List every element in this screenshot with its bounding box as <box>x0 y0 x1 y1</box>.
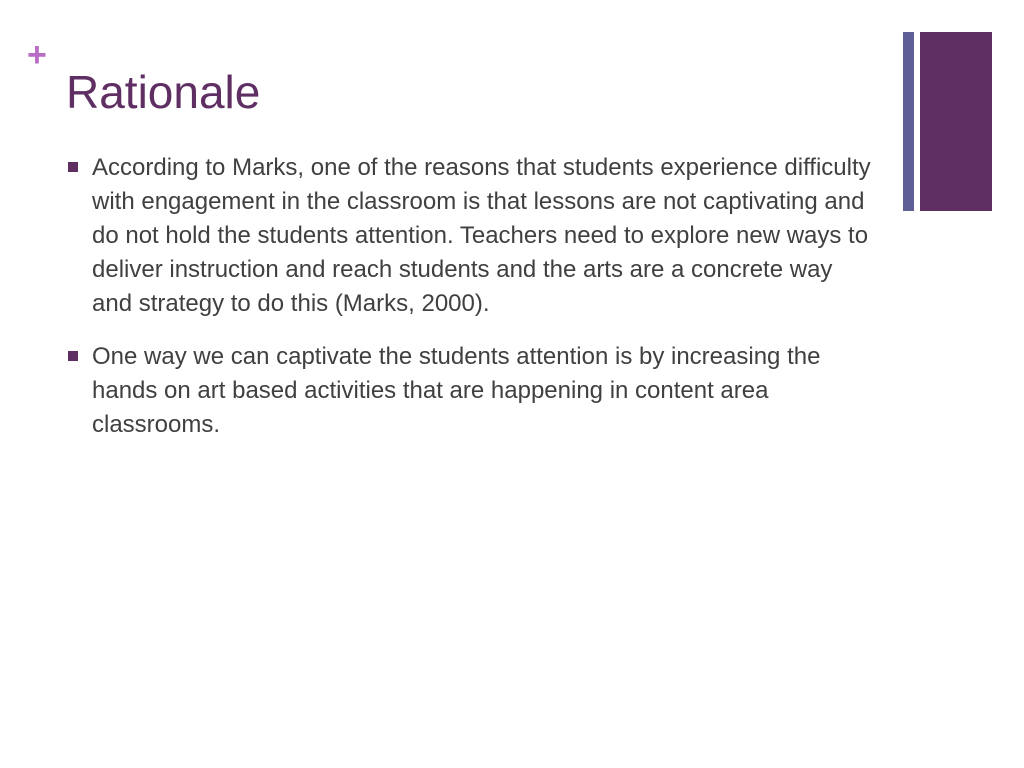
bullet-item <box>66 340 876 442</box>
decorative-bar-thick <box>920 32 992 211</box>
square-bullet-icon <box>68 351 78 361</box>
slide-title: Rationale <box>66 66 261 118</box>
bullet-text: According to Marks, one of the reasons that students experience difficulty with engagement in the classroom is that lessons are not captivating and do not hold the students attention. Teachers need to explore new ways to deliver instruction and reach students and the arts are a concrete way and strategy to do this (Marks, 2000). <box>92 154 871 317</box>
square-bullet-icon <box>68 162 78 172</box>
bullet-list <box>66 151 876 461</box>
plus-icon: + <box>27 36 47 74</box>
bullet-item <box>66 151 876 321</box>
bullet-text: One way we can captivate the students attention is by increasing the hands on art based activities that are happening in content area classrooms. <box>92 343 821 438</box>
decorative-bar-thin <box>903 32 914 211</box>
